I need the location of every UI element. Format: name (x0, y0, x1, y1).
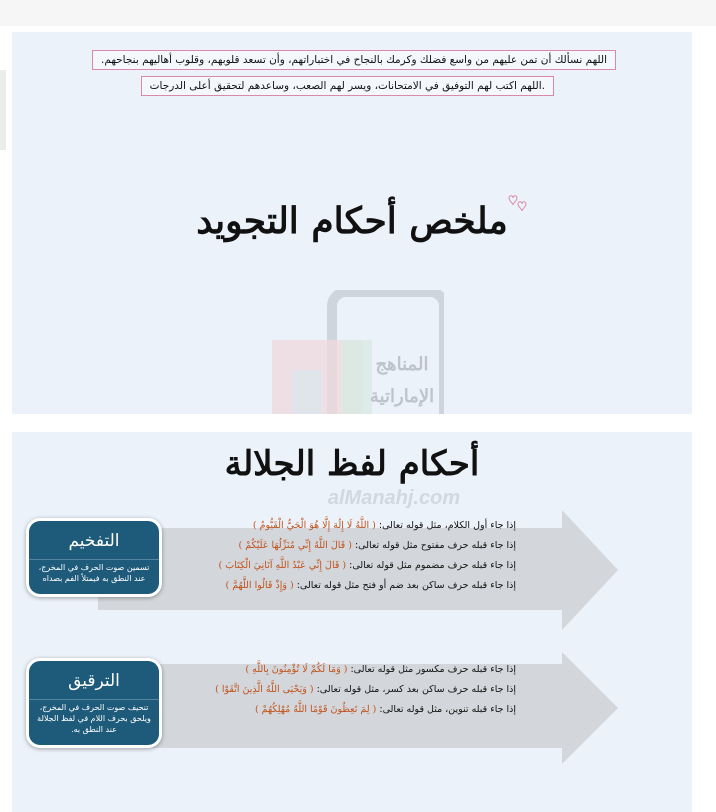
viewer-top-bar (0, 0, 716, 26)
quran-quote: ( لِمَ تَعِظُونَ قَوْمًا اللَّهُ مُهْلِكُهُمْ ) (254, 704, 377, 715)
quran-quote: ( وَإِذْ قَالُوا اللَّهُمَّ ) (225, 580, 294, 591)
tarqeeq-rules (215, 664, 516, 724)
quran-quote: ( اللَّهُ لَا إِلَٰهَ إِلَّا هُوَ الْحَيُّ الْقَيُّومُ ) (252, 520, 376, 531)
watermark-url-text: alManahj.com (327, 487, 461, 509)
quran-quote: ( وَيَحْيَى اللَّهُ الَّذِينَ اتَّقَوْا ) (215, 684, 314, 695)
quran-quote: ( وَمَا لَكُمْ لَا تُؤْمِنُونَ بِاللَّهِ ) (245, 664, 348, 675)
slide-title: أحكام لفظ الجلالة (224, 444, 480, 484)
rule-line: إذا جاء قبله حرف ساكن بعد ضم أو فتح مثل قوله تعالى: ( وَإِذْ قَالُوا اللَّهُمَّ ) (225, 580, 516, 591)
tafkheem-rules (219, 520, 516, 600)
tarqeeq-card (26, 658, 162, 748)
rule-line: إذا جاء قبله حرف مضموم مثل قوله تعالى: ( قَالَ إِنِّي عَبْدُ اللَّهِ آتَانِيَ الْكِتَابَ ) (218, 560, 516, 571)
quran-quote: ( قَالَ اللَّهُ إِنِّي مُنَزِّلُهَا عَلَيْكُمْ ) (238, 540, 352, 551)
rule-line: إذا جاء أول الكلام، مثل قوله تعالى: ( اللَّهُ لَا إِلَٰهَ إِلَّا هُوَ الْحَيُّ الْقَيُّومُ ) (252, 520, 516, 531)
rule-line: إذا جاء قبله تنوين، مثل قوله تعالى: ( لِمَ تَعِظُونَ قَوْمًا اللَّهُ مُهْلِكُهُمْ ) (254, 704, 516, 715)
tafkheem-definition: تسمين صوت الحرف في المخرج، عند النطق به فيمتلأ الفم بصداه (29, 559, 159, 594)
viewer-left-edge (0, 70, 6, 150)
rule-line: إذا جاء قبله حرف ساكن بعد كسر، مثل قوله تعالى: ( وَيَحْيَى اللَّهُ الَّذِينَ اتَّقَوْا ) (215, 684, 516, 695)
quran-quote: ( قَالَ إِنِّي عَبْدُ اللَّهِ آتَانِيَ الْكِتَابَ ) (218, 560, 347, 571)
slide-title: ملخص أحكام التجويد (196, 200, 508, 242)
watermark-url (304, 486, 484, 510)
watermark-text-2: الإماراتية (369, 386, 435, 406)
tarqeeq-heading: الترقيق (29, 661, 159, 699)
slide-cover (12, 32, 692, 414)
rule-line: إذا جاء قبله حرف مكسور مثل قوله تعالى: ( وَمَا لَكُمْ لَا تُؤْمِنُونَ بِاللَّهِ ) (245, 664, 516, 675)
prayer-line-1: اللهم نسألك أن تمن عليهم من واسع فضلك وكرمك بالنجاح في اختباراتهم، وأن تسعد قلوبهم، وقلوب أهاليهم بنجاحهم. (92, 50, 616, 70)
slide-jalalah (12, 432, 692, 812)
tarqeeq-definition: تنحيف صوت الحرف في المخرج، ويلحق بحرف اللام في لفظ الجلالة عند النطق به. (29, 699, 159, 745)
rule-line: إذا جاء قبله حرف مفتوح مثل قوله تعالى: ( قَالَ اللَّهُ إِنِّي مُنَزِّلُهَا عَلَيْكُمْ ) (238, 540, 516, 551)
watermark-text-1: المناهج (375, 354, 429, 374)
tafkheem-card (26, 518, 162, 597)
watermark-logo (272, 290, 444, 414)
prayer-line-2: .اللهم اكتب لهم التوفيق في الامتحانات، ويسر لهم الصعب، وساعدهم لتحقيق أعلى الدرجات (141, 76, 554, 96)
tafkheem-heading: التفخيم (29, 521, 159, 559)
